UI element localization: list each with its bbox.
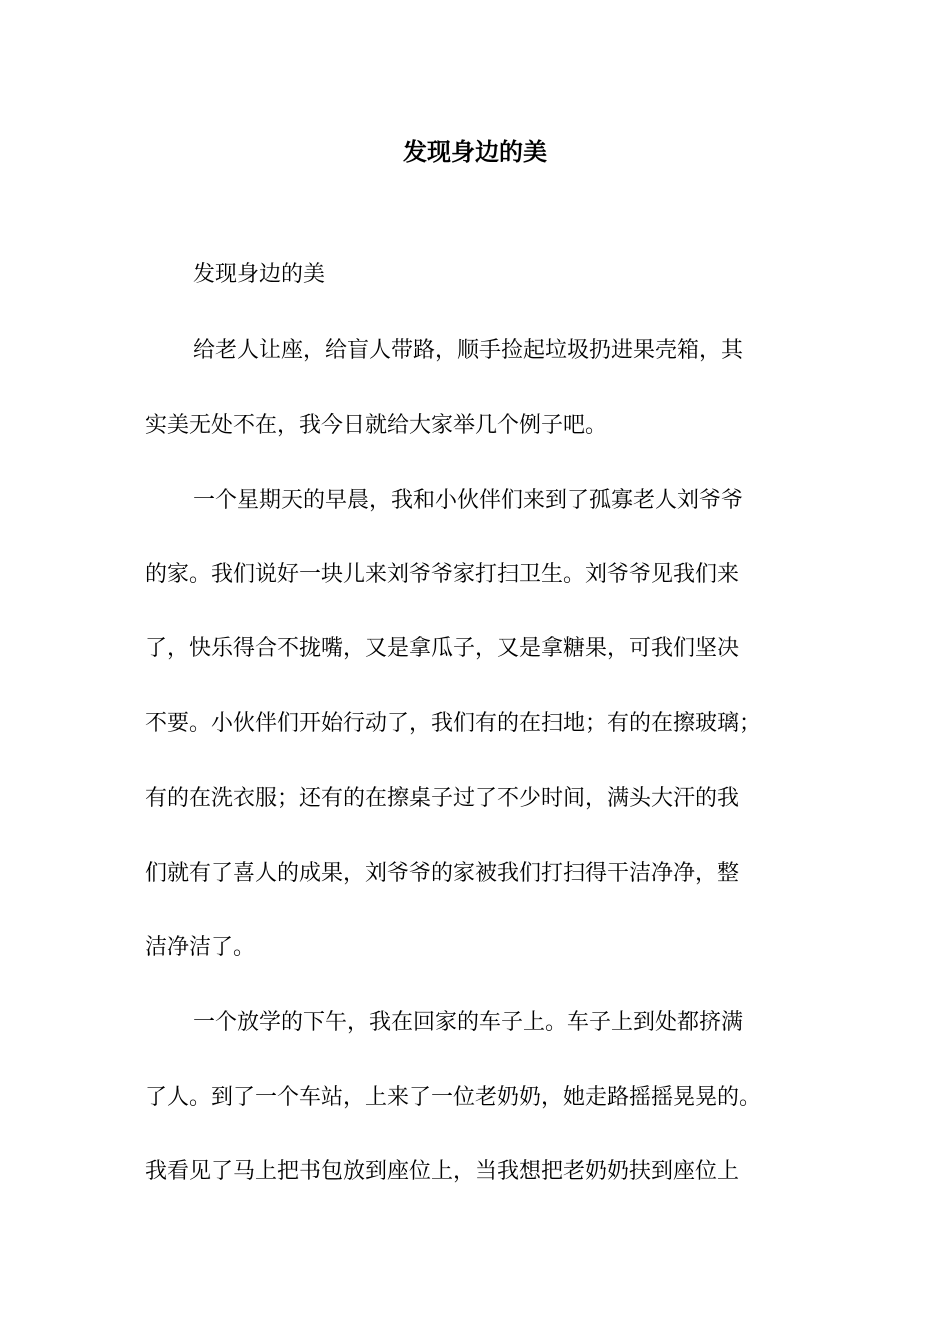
document-title: 发现身边的美: [403, 137, 547, 166]
paragraph-line: 我看见了马上把书包放到座位上，当我想把老奶奶扶到座位上: [145, 1159, 740, 1184]
paragraph-line: 了，快乐得合不拢嘴，又是拿瓜子，又是拿糖果，可我们坚决: [145, 636, 740, 661]
paragraph-line: 一个星期天的早晨，我和小伙伴们来到了孤寡老人刘爷爷: [193, 488, 744, 513]
paragraph-line: 一个放学的下午，我在回家的车子上。车子上到处都挤满: [193, 1010, 744, 1035]
paragraph-line: 洁净洁了。: [145, 935, 256, 960]
paragraph-line: 们就有了喜人的成果，刘爷爷的家被我们打扫得干洁净净，整: [145, 861, 740, 886]
paragraph-line: 发现身边的美: [193, 262, 326, 287]
paragraph-line: 实美无处不在，我今日就给大家举几个例子吧。: [145, 413, 608, 438]
paragraph-line: 给老人让座，给盲人带路，顺手捡起垃圾扔进果壳箱，其: [193, 338, 744, 363]
paragraph-line: 的家。我们说好一块儿来刘爷爷家打扫卫生。刘爷爷见我们来: [145, 562, 740, 587]
paragraph-line: 了人。到了一个车站，上来了一位老奶奶，她走路摇摇晃晃的。: [145, 1085, 762, 1110]
paragraph-line: 不要。小伙伴们开始行动了，我们有的在扫地；有的在擦玻璃；: [145, 711, 762, 736]
paragraph-line: 有的在洗衣服；还有的在擦桌子过了不少时间，满头大汗的我: [145, 786, 740, 811]
